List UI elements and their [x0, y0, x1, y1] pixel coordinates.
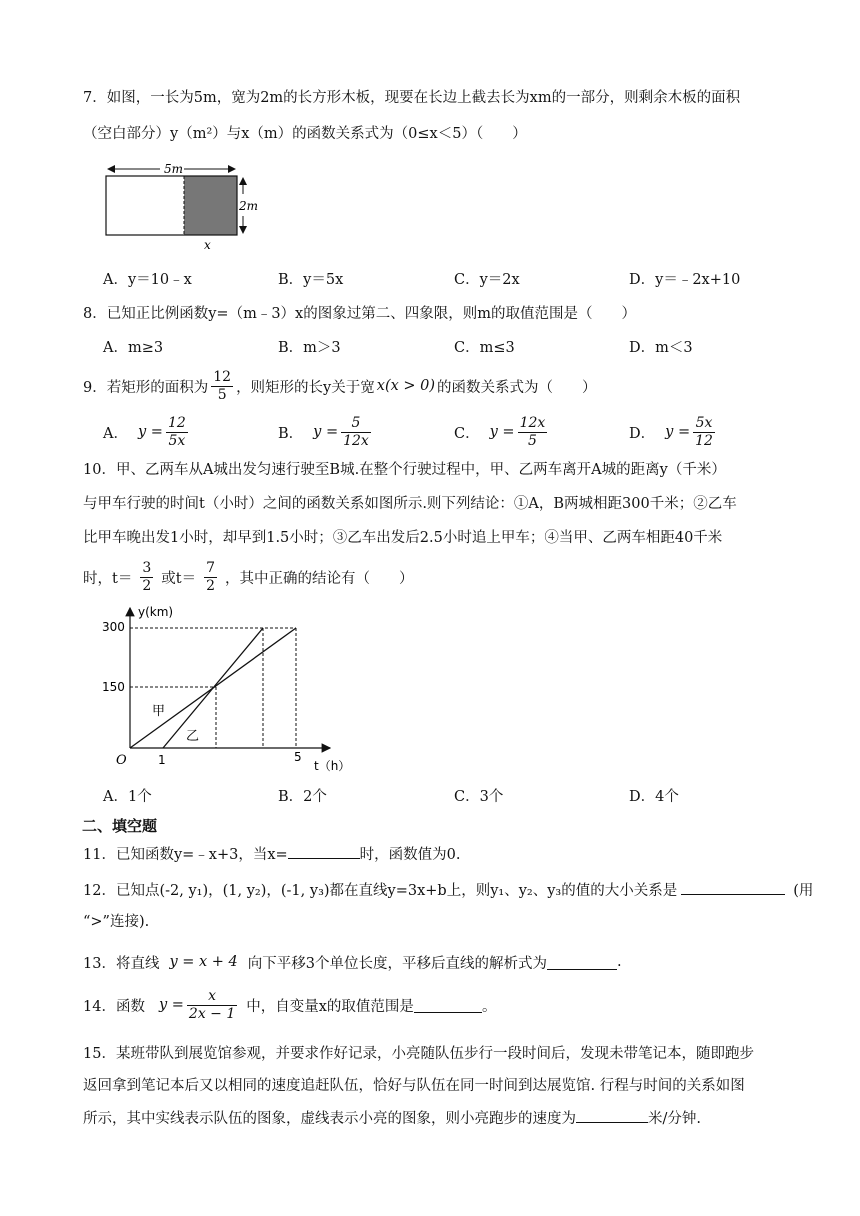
- q10-line2: 与甲车行驶的时间t（小时）之间的函数关系如图所示.则下列结论：①A，B两城相距300千米；②乙车: [83, 496, 737, 512]
- q10-option-b[interactable]: B．2个: [278, 789, 327, 805]
- origin-label: O: [116, 753, 127, 768]
- q14-answer-blank[interactable]: [414, 998, 482, 1013]
- cut-label: x: [204, 238, 211, 252]
- q9-option-d-label: D．: [629, 425, 656, 442]
- q15-line2: 返回拿到笔记本后又以相同的速度追赶队伍，恰好与队伍在同一时间到达展览馆. 行程与时间的关系如图: [83, 1078, 745, 1094]
- q9-text-b: ，则矩形的长y关于宽: [236, 379, 375, 396]
- q10-line4: [83, 556, 414, 598]
- frac-den: 5x: [168, 432, 186, 449]
- q8-option-b[interactable]: B．m＞3: [278, 340, 341, 356]
- q9-option-a-fraction: [166, 415, 188, 450]
- q9-area-fraction: [211, 369, 233, 404]
- q9-option-c-lhs: y =: [489, 424, 515, 440]
- q9-option-a-lhs: y =: [137, 424, 163, 440]
- q15-line1: 15．某班带队到展览馆参观，并要求作好记录，小亮随队伍步行一段时间后，发现未带笔记本，随即跑步: [83, 1046, 754, 1062]
- label-jia: 甲: [152, 704, 166, 719]
- frac-den: 2: [142, 577, 152, 594]
- q8-option-c[interactable]: C．m≤3: [454, 340, 515, 356]
- length-label: 5m: [164, 162, 184, 176]
- q9-option-c[interactable]: [454, 412, 550, 452]
- q9-option-b[interactable]: [278, 412, 374, 452]
- q10-line1: 10．甲、乙两车从A城出发匀速行驶至B城.在整个行驶过程中，甲、乙两车离开A城的距离y（千米）: [83, 462, 726, 478]
- q10-option-a[interactable]: A．1个: [103, 789, 152, 805]
- frac-den: 2: [206, 577, 215, 594]
- q14-stem: [83, 982, 496, 1028]
- q12-answer-blank[interactable]: [681, 880, 785, 895]
- q11-text-a: 11．已知函数y=﹣x+3，当x=: [83, 847, 288, 863]
- q12-text-b: (用: [793, 883, 814, 899]
- frac-den: 2x − 1: [188, 1005, 236, 1022]
- frac-num: 12: [167, 414, 186, 431]
- q15-text-3b: 米/分钟.: [648, 1111, 701, 1127]
- q13-text-b: 向下平移3个单位长度，平移后直线的解析式为: [247, 955, 548, 972]
- q10-text-4c: ，其中正确的结论有（ ）: [225, 570, 414, 587]
- q15-text-3a: 所示，其中实线表示队伍的图象，虚线表示小亮的图象，则小亮跑步的速度为: [83, 1111, 576, 1127]
- q7-option-a[interactable]: A．y＝10﹣x: [103, 272, 192, 288]
- q9-option-b-fraction: [341, 415, 371, 450]
- q9-option-d[interactable]: [629, 412, 718, 452]
- q9-option-d-fraction: [693, 415, 715, 450]
- q14-text-c: 。: [481, 998, 497, 1015]
- q9-option-b-lhs: y =: [313, 424, 339, 440]
- frac-num: 3: [142, 559, 152, 576]
- cut-region: [184, 176, 237, 235]
- q14-text-b: 中，自变量x的取值范围是: [246, 998, 414, 1015]
- q10-text-4a: 时，t＝: [83, 570, 133, 587]
- q10-graph: [98, 602, 358, 777]
- x-axis-label: t（h）: [314, 759, 351, 773]
- q9-option-a-label: A．: [103, 425, 128, 442]
- frac-den: 12x: [343, 432, 369, 449]
- q13-answer-blank[interactable]: [547, 955, 617, 970]
- q9-option-b-label: B．: [278, 425, 304, 442]
- frac-num: 5x: [695, 414, 713, 431]
- q11-text-b: 时，函数值为0.: [359, 847, 461, 863]
- q8-option-a[interactable]: A．m≥3: [103, 340, 164, 356]
- label-yi: 乙: [186, 729, 200, 744]
- q14-text-a: 14．函数: [83, 998, 145, 1015]
- q7-line2: （空白部分）y（m²）与x（m）的函数关系式为（0≤x＜5）（ ）: [83, 126, 527, 142]
- q9-option-d-lhs: y =: [665, 424, 691, 440]
- q9-stem: [83, 366, 597, 406]
- q10-fraction-1: [140, 560, 153, 595]
- y-tick-150: 150: [102, 680, 125, 694]
- y-tick-300: 300: [102, 620, 125, 634]
- q10-fraction-2: [204, 560, 217, 595]
- q7-option-c[interactable]: C．y＝2x: [454, 272, 520, 288]
- frac-num: 7: [206, 559, 215, 576]
- q12-line1: [83, 880, 813, 901]
- q9-area-num: 12: [213, 368, 232, 385]
- q9-option-c-fraction: [518, 415, 548, 450]
- q7-figure: [100, 158, 265, 252]
- width-label: 2m: [239, 199, 259, 213]
- frac-num: 12x: [519, 414, 546, 431]
- frac-num: x: [208, 987, 217, 1004]
- q7-option-b[interactable]: B．y＝5x: [278, 272, 344, 288]
- q15-answer-blank[interactable]: [576, 1108, 648, 1123]
- q7-option-d[interactable]: D．y＝﹣2x+10: [629, 272, 741, 288]
- x-tick-5: 5: [294, 750, 302, 764]
- q7-line1: 7．如图，一长为5m，宽为2m的长方形木板，现要在长边上截去长为xm的一部分，则剩余木板的面积: [83, 90, 741, 106]
- frac-den: 12: [695, 432, 713, 449]
- q10-text-4b: 或t＝: [161, 570, 197, 587]
- q9-option-a[interactable]: [103, 412, 191, 452]
- y-axis-label: y(km): [138, 605, 174, 619]
- q13-stem: [83, 948, 622, 976]
- q13-expression: y = x + 4: [169, 954, 238, 970]
- q9-area-den: 5: [217, 386, 227, 403]
- q12-text-a: 12．已知点(-2, y₁)，(1, y₂)，(-1, y₃)都在直线y=3x+b上，则y₁、y₂、y₃的值的大小关系是: [83, 883, 678, 899]
- q8-text: 8．已知正比例函数y=（m﹣3）x的图象过第二、四象限，则m的取值范围是（ ）: [83, 306, 636, 322]
- frac-num: 5: [351, 414, 361, 431]
- q10-option-d[interactable]: D．4个: [629, 789, 679, 805]
- q9-text-c: 的函数关系式为（ ）: [437, 379, 597, 396]
- q10-line3: 比甲车晚出发1小时，却早到1.5小时；③乙车出发后2.5小时追上甲车；④当甲、乙两车相距40千米: [83, 530, 723, 546]
- q8-option-d[interactable]: D．m＜3: [629, 340, 693, 356]
- q14-fraction: [187, 988, 237, 1023]
- x-tick-1: 1: [158, 753, 166, 767]
- q9-condition: x(x > 0): [376, 378, 436, 394]
- q15-line3: [83, 1108, 701, 1129]
- q10-option-c[interactable]: C．3个: [454, 789, 504, 805]
- q13-text-a: 13．将直线: [83, 955, 160, 972]
- q12-line2: “>”连接).: [83, 914, 150, 930]
- q14-lhs: y =: [158, 997, 184, 1013]
- q11-stem: [83, 844, 461, 865]
- line-yi: [163, 628, 263, 748]
- q13-text-c: .: [617, 954, 622, 970]
- frac-den: 5: [527, 432, 537, 449]
- q11-answer-blank[interactable]: [288, 844, 360, 859]
- q9-text-a: 9．若矩形的面积为: [83, 379, 209, 396]
- section-title: 二、填空题: [82, 817, 158, 835]
- q9-option-c-label: C．: [454, 425, 480, 442]
